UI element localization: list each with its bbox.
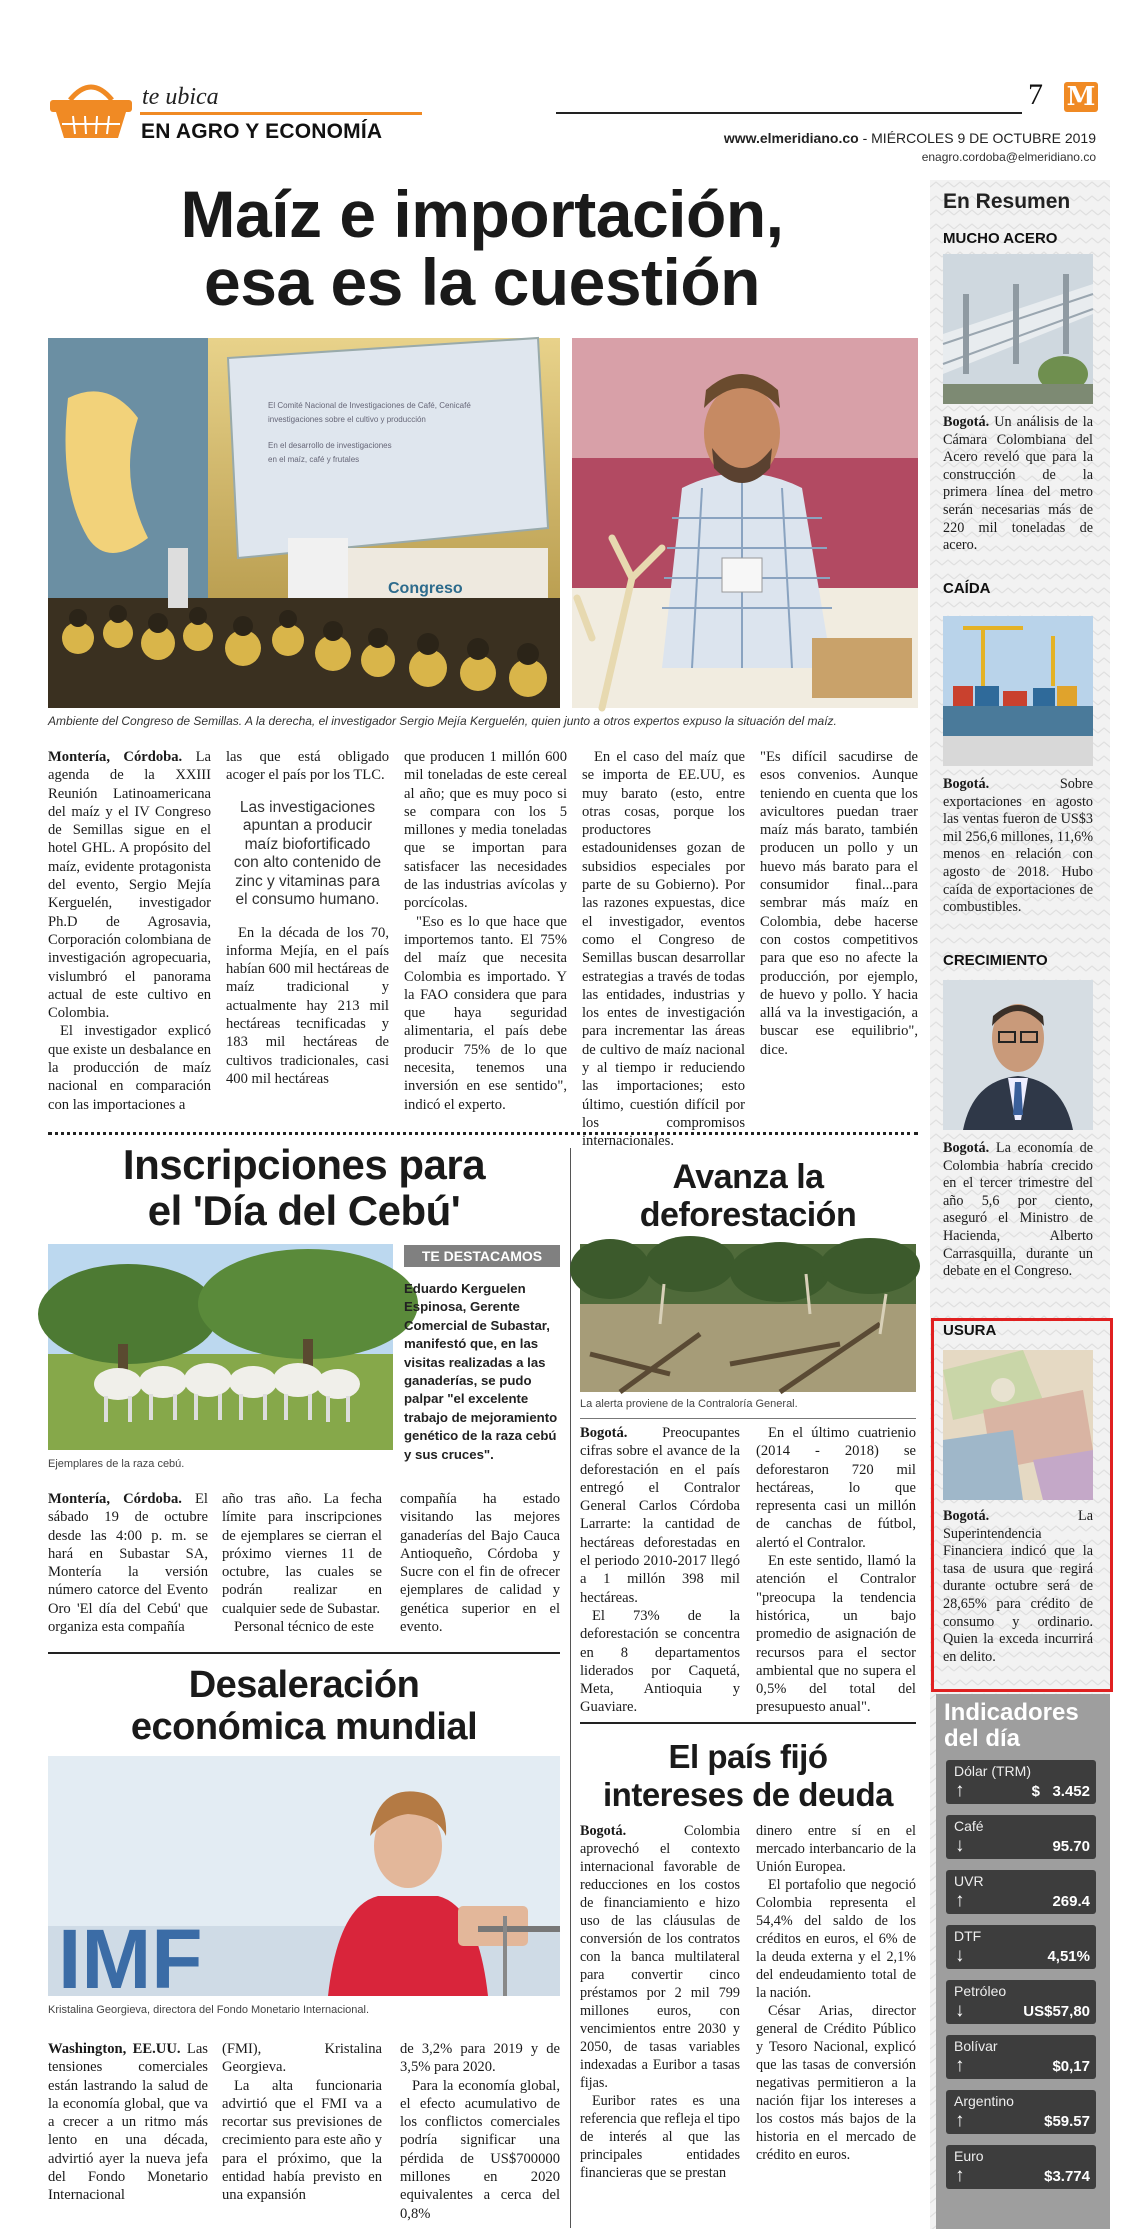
main-col-5-p1: "Es difícil sacudirse de esos convenios. Aunque teniendo en cuenta que los avicultores puedan traer maíz más barato, también producen un pollo y un huevo más barato para el consumidor final...para sembrar más maíz en Colombia, debe hacerse con costos competitivos para que eso no afecte la producción, por ejemplo, de huevo y pollo. Y hacia allá va la investigación, a buscar ese equilibrio", dice. [760,749,918,1058]
deforest-photo [580,1244,916,1392]
rates-col-2-p3: César Arias, director general de Crédito Público y Tesoro Nacional, explicó que las tasas de conversión negativas permitieron a la nación fijar los intereses a los costos más bajos de la historia en el mercado de crédito en euros. [756,2003,916,2163]
indicator-name: Euro [954,2148,984,2164]
indicator-6 [946,2090,1096,2134]
page-number: 7 [1028,78,1043,111]
main-col-2-bottom: En la década de los 70, informa Mejía, en el país habían 600 mil hectáreas de maíz tradicional y actualmente hay 213 mil hectáreas tecnificadas y 183 mil hectáreas de cultivos tradicionales, casi 400 mil hectáreas [226,924,389,1087]
deceleration-col-2-p2: La alta funcionaria advirtió que el FMI va a recortar sus previsiones de crecimiento para este año y para el próximo, que la entidad había previsto en una expansión [222,2077,382,2204]
header-section: EN AGRO Y ECONOMÍA [141,120,383,143]
svg-text:en el maíz, café y frutales: en el maíz, café y frutales [268,455,360,464]
indicator-name: Dólar (TRM) [954,1763,1031,1779]
cebu-headline [48,1142,560,1234]
sidebar-item-text-2: Bogotá. Sobre exportaciones en agosto las ventas fueron de US$3 mil 256,6 millones, 11,6% menos en relación con agosto de 2018. Hubo caída de exportaciones de combustibles. [943,776,1094,916]
indicator-1 [946,1815,1096,1859]
deceleration-headline-line1: Desaleración [188,1664,420,1706]
main-photo-caption: Ambiente del Congreso de Semillas. A la derecha, el investigador Sergio Mejía Kerguelén, quien junto a otros expertos expuso la situación del maíz. [48,714,837,728]
cebu-headline-line1: Inscripciones para [122,1141,486,1188]
sidebar-photo-port [943,616,1093,766]
rates-headline-line1: El país fijó [668,1738,828,1775]
sidebar-item-heading-1: MUCHO ACERO [943,230,1058,247]
deforest-col-2 [756,1424,916,1716]
header-site: www.elmeridiano.co [723,130,859,146]
indicator-value: 4,51% [1047,1948,1090,1965]
indicator-trend-arrow-icon: ↓ [955,2000,965,2021]
deforest-col-1 [580,1424,740,1716]
main-headline-line1: Maíz e importación, [180,177,784,251]
main-story-divider [48,1132,918,1135]
indicator-trend-arrow-icon: ↑ [955,1780,965,1801]
deforest-col-2-p2: En este sentido, llamó la atención el Contralor "preocupa la tendencia histórica, un bajo promedio de asignación de recursos para el sector ambiental que no supera el 0,5% del total del presupuesto anual". [756,1553,916,1716]
basket-logo [48,78,134,140]
svg-text:investigaciones sobre el culti: investigaciones sobre el cultivo y producción [268,415,426,424]
cebu-highlight: Eduardo Kerguelen Espinosa, Gerente Comercial de Subastar, manifestó que, en las visitas realizadas a las ganaderías, se pudo palpar "el excelente trabajo de mejoramiento genético de la raza cebú y sus cruces". [404,1281,558,1462]
sidebar-item-heading-3: CRECIMIENTO [943,952,1048,969]
rates-col-1 [580,1822,740,2229]
indicator-trend-arrow-icon: ↑ [955,2055,965,2076]
indicator-value: $3.774 [1044,2168,1090,2185]
svg-text:El Comité Nacional de Investig: El Comité Nacional de Investigaciones de Café, Cenicafé [268,401,471,410]
cebu-photo [48,1244,393,1450]
indicator-name: Argentino [954,2093,1014,2109]
cebu-col-1-p1: Montería, Córdoba. El sábado 19 de octubre desde las 4:00 p. m. se hará en Subastar SA, Montería la versión número catorce del Evento Oro 'El día del Cebú' que organiza esta compañía [48,1491,208,1636]
deforest-caption-rule [580,1418,916,1419]
indicator-value: 269.4 [1052,1893,1090,1910]
main-col-3-p1: que producen 1 millón 600 mil toneladas de este cereal al año; que es muy poco si se compara con los 5 millones y media toneladas que se importan para satisfacer las necesidades de las industrias avícolas y porcícolas. [404,749,567,912]
main-col-3 [404,748,567,1138]
indicator-value: 95.70 [1052,1838,1090,1855]
indicator-trend-arrow-icon: ↑ [955,2165,965,2186]
deceleration-col-1-p1: Washington, EE.UU. Las tensiones comerciales están lastrando la salud de la economía global, que va a crecer a un ritmo más lento en una década, advirtió ayer la nueva jefa del Fondo Monetario Internacional [48,2041,208,2204]
indicator-4 [946,1980,1096,2024]
indicator-value: US$57,80 [1023,2003,1090,2020]
indicators-title-line1: Indicadores [944,1699,1079,1726]
indicator-name: Petróleo [954,1983,1007,1999]
rates-col-2-p1: dinero entre sí en el mercado interbancario de la Unión Europea. [756,1823,916,1875]
indicator-0 [946,1760,1096,1804]
svg-text:Congreso: Congreso [388,580,463,597]
cebu-bottom-rule [48,1652,560,1654]
deforest-photo-caption: La alerta proviene de la Contraloría General. [580,1398,798,1410]
sidebar-item-text-4: Bogotá. La Superintendencia Financiera indicó que la tasa de usura que regirá durante octubre será de 28,65% para crédito de consumo y ordinario. Quien la exceda incurrirá en delito. [943,1508,1093,1665]
indicators-title-line2: del día [944,1725,1021,1752]
deceleration-headline [48,1664,560,1748]
main-col-3-p2: "Eso es lo que hace que importemos tanto. El 75% del maíz que necesita Colombia es importado. Y la FAO considera que para que haya seguridad alimentaria, el país debe producir 75% de lo que necesita, tenemos una inversión en ese sentido", indicó el experto. [404,913,567,1113]
main-col-1-p1: Montería, Córdoba. La agenda de la XXIII Reunión Latinoamericana del maíz y el IV Congreso de Semillas sigue en el hotel GHL. A propósito del maíz, evidente protagonista del evento, Sergio Mejía Kerguelén, investigador Ph.D de Agrosavia, Corporación colombiana de investigación agropecuaria, vislumbró el panorama actual de este cultivo en Colombia. [48,749,211,1022]
deforest-headline-line2: deforestación [639,1196,857,1234]
main-col-1 [48,748,211,1138]
rates-col-2-p2: El portafolio que negoció Colombia representa el 54,4% del saldo de los créditos en euros, el 6% de la deuda externa y el 2,1% del endeudamiento total de la nación. [756,1877,916,2001]
indicator-value: $0,17 [1052,2058,1090,2075]
congress-photo [48,338,560,708]
header-email: enagro.cordoba@elmeridiano.co [921,150,1096,164]
imf-letters: IMF [58,1912,203,2006]
lower-column-divider [570,1148,571,2228]
header-tagline-rule [140,112,422,115]
indicator-trend-arrow-icon: ↑ [955,2110,965,2131]
indicator-trend-arrow-icon: ↓ [955,1835,965,1856]
rates-col-2 [756,1822,916,2229]
cebu-col-3 [400,1490,560,1638]
deceleration-col-3-p2: Para la economía global, el efecto acumulativo de los conflictos comerciales podría significar una pérdida de US$700000 millones en 2020 equivalentes a cerca del 0,8% [400,2077,560,2222]
cebu-col-2 [222,1490,382,1638]
sidebar-photo-minister [943,980,1093,1130]
header-date: MIÉRCOLES 9 DE OCTUBRE 2019 [871,130,1096,146]
deceleration-col-2 [222,2040,382,2229]
header-site-date: www.elmeridiano.co - MIÉRCOLES 9 DE OCTUBRE 2019 [723,130,1096,146]
main-pull-quote: Las investigaciones apuntan a producir maíz biofortificado con alto contenido de zinc y vitaminas para el consumo humano. [233,798,382,909]
indicator-name: Café [954,1818,984,1834]
deforest-col-2-p1: En el último cuatrienio (2014 - 2018) se deforestaron 720 mil hectáreas, lo que representa casi un millón de canchas de fútbol, alertó el Contralor. [756,1425,916,1551]
rates-headline-line2: intereses de deuda [603,1776,893,1813]
header [0,0,1140,170]
main-col-1-p2: El investigador explicó que existe un desbalance en la producción de maíz nacional en comparación con las importaciones a [48,1023,211,1113]
main-headline [48,177,916,319]
indicators-title [944,1700,1079,1752]
deforest-headline-line1: Avanza la [672,1158,824,1196]
deforest-headline [580,1158,916,1234]
imf-photo [48,1756,560,2006]
indicator-3 [946,1925,1096,1969]
indicator-name: Bolívar [954,2038,998,2054]
header-rule [556,112,1022,114]
sidebar-title: En Resumen [943,190,1071,213]
deceleration-col-1 [48,2040,208,2229]
cebu-col-2-p1: año tras año. La fecha límite para inscripciones de ejemplares se cierran el próximo viernes 11 de octubre, las cuales se podrán realizar en cualquier sede de Subastar. [222,1491,382,1617]
cebu-col-2-p2: Personal técnico de este [234,1619,374,1636]
cebu-col-1 [48,1490,208,1638]
rates-col-1-p1: Bogotá. Colombia aprovechó el contexto internacional favorable de reducciones en los costos de financiamiento e hizo uso de las cláusulas de conversión de los contratos con la banca multilateral para convertir cinco préstamos por 2 mil 799 millones euros, con vencimientos entre 2030 y 2050, de tasas variables indexadas a Euribor a tasas fijas. [580,1823,740,2091]
cebu-photo-caption: Ejemplares de la raza cebú. [48,1458,185,1470]
deceleration-headline-line2: económica mundial [130,1706,478,1748]
sidebar-photo-metro [943,254,1093,404]
deceleration-col-3-p1: de 3,2% para 2019 y de 3,5% para 2020. [400,2041,560,2076]
meridiano-logo: M [1064,82,1098,112]
deforest-col-1-p1: Bogotá. Preocupantes cifras sobre el avance de la deforestación en el país entregó el Contralor General Carlos Córdoba Larrarte: la cantidad de hectáreas deforestadas en el periodo 2010-2017 llegó a 1 millón 398 mil hectáreas. [580,1425,740,1606]
deforest-col-1-p2: El 73% de la deforestación se concentra en 8 departamentos liderados por Caquetá, Meta, Antioquia y Guaviare. [580,1607,740,1716]
rates-col-1-p2: Euribor rates es una referencia que refleja el tipo de interés al que las principales entidades financieras que se prestan [580,2093,740,2181]
header-tagline: te ubica [142,84,219,110]
indicator-name: UVR [954,1873,984,1889]
sidebar-item-text-3: Bogotá. La economía de Colombia habría crecido en el tercer trimestre del año 5,6 por ciento, aseguró el Ministro de Hacienda, Alberto Carrasquilla, durante un debate en el Congreso. [943,1140,1093,1280]
indicator-name: DTF [954,1928,982,1944]
sidebar-photo-money [943,1350,1093,1500]
indicator-5 [946,2035,1096,2079]
indicator-trend-arrow-icon: ↑ [955,1890,965,1911]
main-col-4 [582,748,745,1150]
indicator-2 [946,1870,1096,1914]
sidebar-item-heading-4: USURA [943,1322,997,1339]
researcher-photo [572,338,918,708]
indicator-trend-arrow-icon: ↓ [955,1945,965,1966]
rates-headline [580,1738,916,1814]
main-headline-line2: esa es la cuestión [204,245,760,319]
te-destacamos-badge: TE DESTACAMOS [404,1245,560,1267]
deceleration-col-3 [400,2040,560,2229]
indicator-7 [946,2145,1096,2189]
imf-photo-caption: Kristalina Georgieva, directora del Fondo Monetario Internacional. [48,2004,370,2016]
main-col-4-p1: En el caso del maíz que se importa de EE.UU, es muy barato (esto, entre otras cosas, porque los productores estadounidenses gozan de subsidios especiales por parte de su Gobierno). Por las razones expuestas, dice el investigador, eventos como el Congreso de Semillas buscan desarrollar estrategias a través de todas las entidades, industrias y los entes de investigación para incrementar las áreas de cultivo de maíz nacional y al tiempo ir reduciendo las importaciones; esto último, cuestión difícil por los compromisos internacionales. [582,749,745,1150]
deforest-bottom-rule [580,1722,916,1724]
cebu-headline-line2: el 'Día del Cebú' [147,1187,461,1234]
main-col-2 [226,748,389,1138]
main-col-5 [760,748,918,1138]
sidebar-item-heading-2: CAÍDA [943,580,991,597]
sidebar-item-text-1: Bogotá. Un análisis de la Cámara Colombiana del Acero reveló que para la construcción de la primera línea del metro serán necesarias más de 220 mil toneladas de acero. [943,414,1093,554]
deceleration-col-2-p1: (FMI), Kristalina Georgieva. [222,2041,382,2076]
cebu-col-3-p1: compañía ha estado visitando las mejores ganaderías del Bajo Cauca Antioqueño, Córdoba y Sucre con el fin de ofrecer ejemplares de calidad y genética superior en el evento. [400,1491,560,1636]
indicator-value: $ 3.452 [1031,1783,1090,1800]
main-col-2-top: las que está obligado acoger el país por los TLC. [226,749,389,784]
indicator-value: $59.57 [1044,2113,1090,2130]
svg-text:En el desarrollo de investigac: En el desarrollo de investigaciones [268,441,392,450]
